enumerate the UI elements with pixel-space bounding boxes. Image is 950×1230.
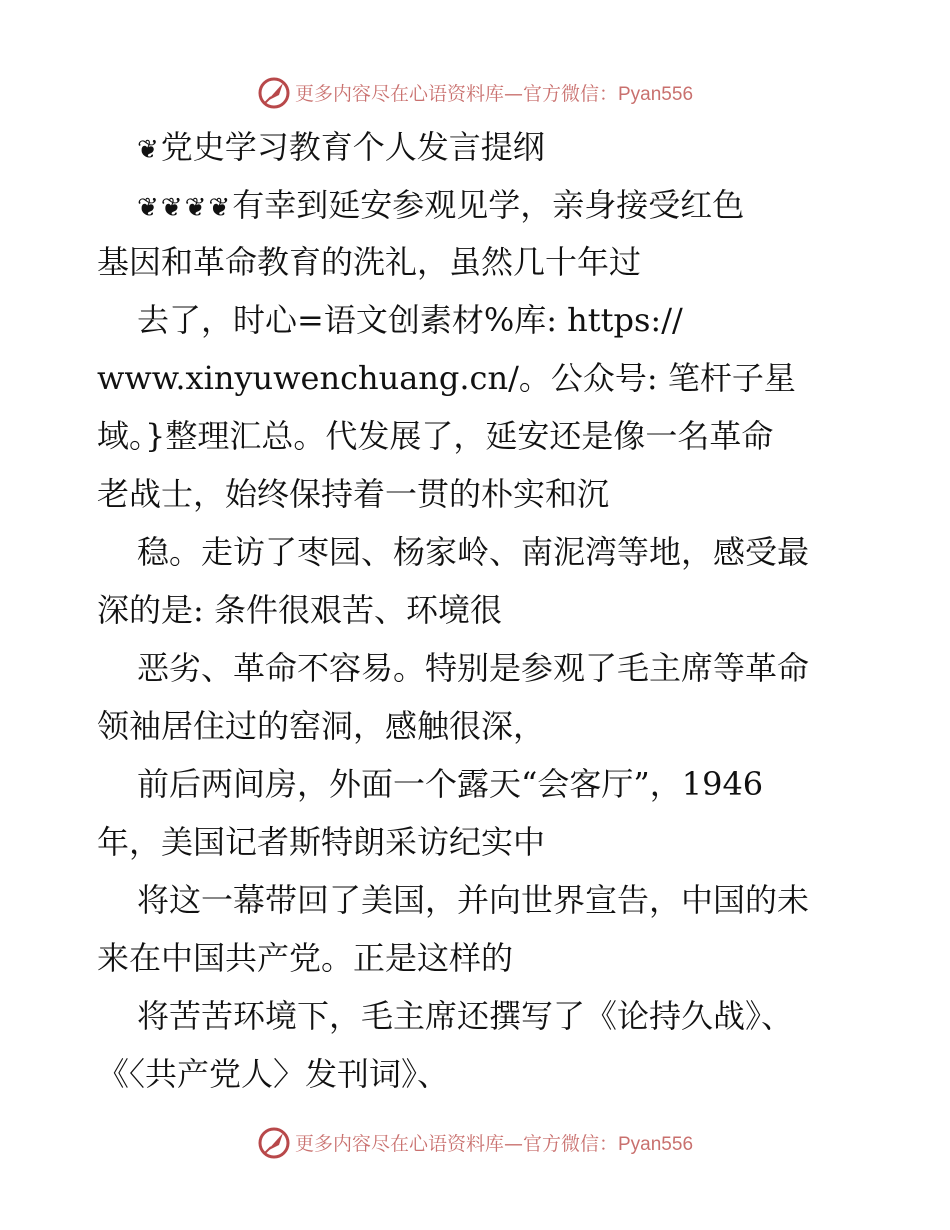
paragraph-line: 恶劣、革命不容易。特别是参观了毛主席等革命	[137, 649, 810, 687]
paragraph-line: 去了，时心=语文创素材%库: https://	[137, 301, 683, 339]
paragraph-line: 基因和革命教育的洗礼，虽然几十年过	[97, 243, 642, 281]
footer-banner	[0, 1122, 950, 1162]
paragraph-line: 将这一幕带回了美国，并向世界宣告，中国的未	[137, 881, 810, 919]
paragraph-line: 来在中国共产党。正是这样的	[97, 939, 514, 977]
quill-pen-logo-icon	[257, 1125, 291, 1159]
banner-label: 更多内容尽在心语资料库—官方微信：	[294, 82, 618, 105]
paragraph-line: 前后两间房，外面一个露天“会客厅”，1946	[137, 765, 764, 803]
floral-heart-icon: ❦	[137, 193, 159, 223]
paragraph-line: 老战士，始终保持着一贯的朴实和沉	[97, 475, 610, 513]
wechat-id: Pyan556	[618, 83, 694, 105]
paragraph-line: ❦❦❦❦有幸到延安参观见学，亲身接受红色	[137, 186, 745, 224]
paragraph-line: 域。}整理汇总。代发展了，延安还是像一名革命	[97, 417, 774, 455]
paragraph-line: 领袖居住过的窑洞，感触很深，	[97, 707, 546, 745]
document-title: ❦党史学习教育个人发言提纲	[137, 128, 545, 166]
floral-heart-icon: ❦	[184, 193, 207, 223]
floral-heart-icon: ❦	[208, 193, 231, 223]
paragraph-line: 年，美国记者斯特朗采访纪实中	[97, 823, 546, 861]
paragraph-line: 将苦苦环境下，毛主席还撰写了《论持久战》、	[137, 997, 794, 1035]
paragraph-line: 稳。走访了枣园、杨家岭、南泥湾等地，感受最	[137, 533, 810, 571]
banner-label: 更多内容尽在心语资料库—官方微信：	[294, 1132, 618, 1155]
wechat-id: Pyan556	[618, 1133, 694, 1155]
paragraph-line: 《〈共产党人〉发刊词》、	[97, 1055, 450, 1093]
floral-heart-icon: ❦	[137, 135, 159, 165]
paragraph-line: 深的是: 条件很艰苦、环境很	[97, 591, 502, 629]
paragraph-line: www.xinyuwenchuang.cn/。公众号: 笔杆子星	[97, 359, 796, 397]
banner-text	[295, 1129, 693, 1156]
floral-heart-icon: ❦	[160, 193, 183, 223]
